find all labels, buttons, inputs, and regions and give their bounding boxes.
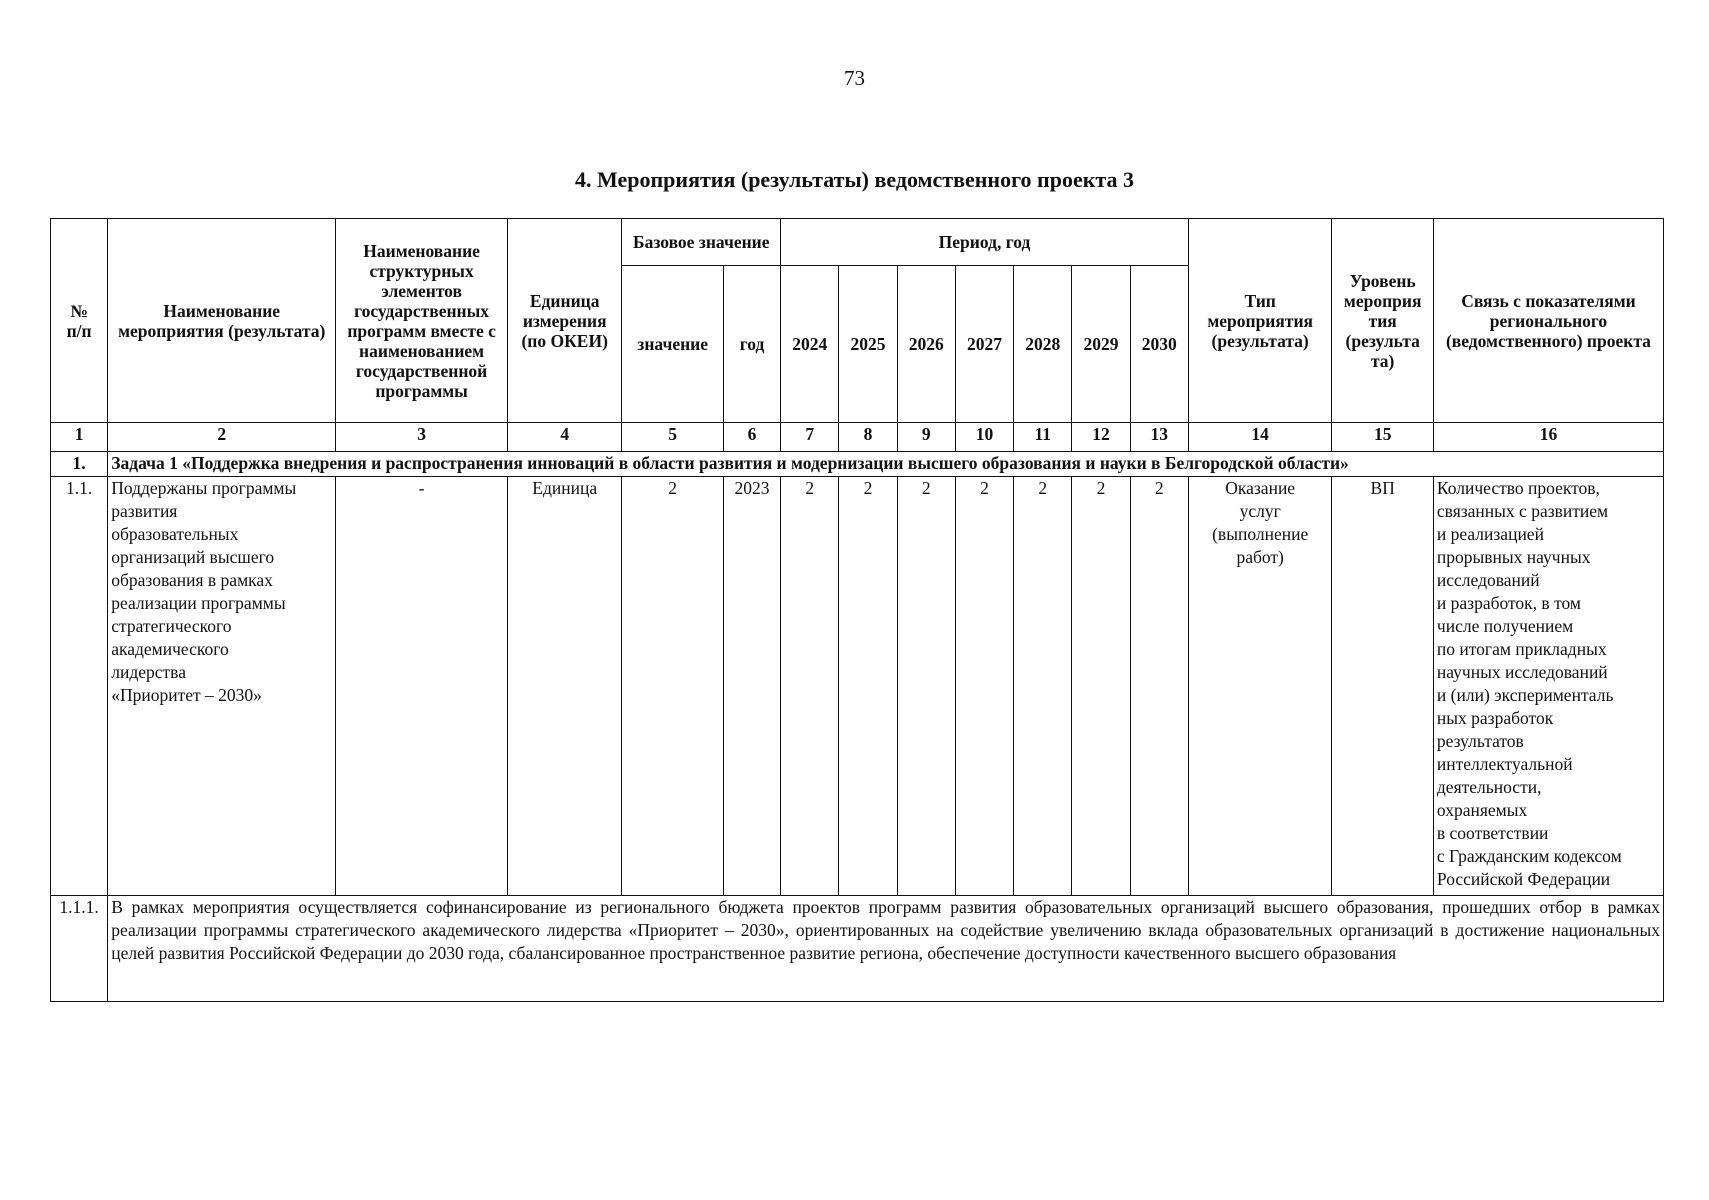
column-number: 1	[51, 423, 108, 452]
header-structural: Наименование структурных элементов государственных программ вместе с наименованием государственной программы	[336, 219, 508, 423]
document-title: 4. Мероприятия (результаты) ведомственного проекта 3	[575, 167, 1134, 192]
item-value-2024: 2	[781, 477, 839, 896]
header-year-2025: 2025	[839, 266, 897, 423]
column-number: 11	[1014, 423, 1072, 452]
column-number: 6	[723, 423, 780, 452]
item-link: Количество проектов, связанных с развитием и реализацией прорывных научных исследований и разработок, в том числе получением по итогам прикладных научных исследований и (или) эксперименталь ных разработок результатов интеллектуальной деятельности, охраняемых в соответствии с Гражданским кодексом Российской Федерации	[1433, 477, 1663, 896]
column-number: 13	[1130, 423, 1188, 452]
header-name: Наименование мероприятия (результата)	[108, 219, 336, 423]
description-num: 1.1.1.	[51, 896, 108, 1002]
header-year-2030: 2030	[1130, 266, 1188, 423]
item-value-2030: 2	[1130, 477, 1188, 896]
description-row	[51, 896, 1664, 1002]
header-year-2027: 2027	[955, 266, 1013, 423]
column-number: 9	[897, 423, 955, 452]
header-year-2029: 2029	[1072, 266, 1130, 423]
header-year-2026: 2026	[897, 266, 955, 423]
item-base-value: 2	[622, 477, 723, 896]
header-base: Базовое значение	[622, 219, 781, 266]
item-type: Оказание услуг (выполнение работ)	[1188, 477, 1332, 896]
header-row-top	[51, 219, 1664, 266]
column-number: 12	[1072, 423, 1130, 452]
column-number: 16	[1433, 423, 1663, 452]
item-num: 1.1.	[51, 477, 108, 896]
header-link: Связь с показателями регионального (ведомственного) проекта	[1433, 219, 1663, 423]
header-base-value: значение	[622, 266, 723, 423]
item-value-2027: 2	[955, 477, 1013, 896]
page-number: 73	[844, 66, 865, 90]
task-row	[51, 452, 1664, 477]
column-number: 3	[336, 423, 508, 452]
column-number: 10	[955, 423, 1013, 452]
item-structural: -	[336, 477, 508, 896]
item-level: ВП	[1332, 477, 1433, 896]
header-level: Уровень мероприя тия (результа та)	[1332, 219, 1433, 423]
header-base-year: год	[723, 266, 780, 423]
measures-table	[50, 218, 1664, 1002]
item-unit: Единица	[507, 477, 621, 896]
column-number: 15	[1332, 423, 1433, 452]
header-num: № п/п	[51, 219, 108, 423]
item-base-year: 2023	[723, 477, 780, 896]
item-name: Поддержаны программы развития образовательных организаций высшего образования в рамках реализации программы стратегического академического лидерства «Приоритет – 2030»	[108, 477, 336, 896]
header-type: Тип мероприятия (результата)	[1188, 219, 1332, 423]
header-period: Период, год	[781, 219, 1189, 266]
column-number: 2	[108, 423, 336, 452]
header-unit: Единица измерения (по ОКЕИ)	[507, 219, 621, 423]
header-year-2024: 2024	[781, 266, 839, 423]
column-number: 14	[1188, 423, 1332, 452]
table-row	[51, 477, 1664, 896]
item-value-2025: 2	[839, 477, 897, 896]
task-num: 1.	[51, 452, 108, 477]
column-number-row	[51, 423, 1664, 452]
column-number: 5	[622, 423, 723, 452]
column-number: 7	[781, 423, 839, 452]
header-year-2028: 2028	[1014, 266, 1072, 423]
column-number: 4	[507, 423, 621, 452]
item-value-2028: 2	[1014, 477, 1072, 896]
column-number: 8	[839, 423, 897, 452]
item-value-2029: 2	[1072, 477, 1130, 896]
item-value-2026: 2	[897, 477, 955, 896]
description-text: В рамках мероприятия осуществляется софинансирование из регионального бюджета проектов программ развития образовательных организаций высшего образования, прошедших отбор в рамках реализации программы стратегического академического лидерства «Приоритет – 2030», ориентированных на содействие увеличению вклада образовательных организаций в достижение национальных целей развития Российской Федерации до 2030 года, сбалансированное пространственное развитие региона, обеспечение доступности качественного высшего образования	[108, 896, 1664, 1002]
task-text: Задача 1 «Поддержка внедрения и распространения инноваций в области развития и модернизации высшего образования и науки в Белгородской области»	[108, 452, 1664, 477]
